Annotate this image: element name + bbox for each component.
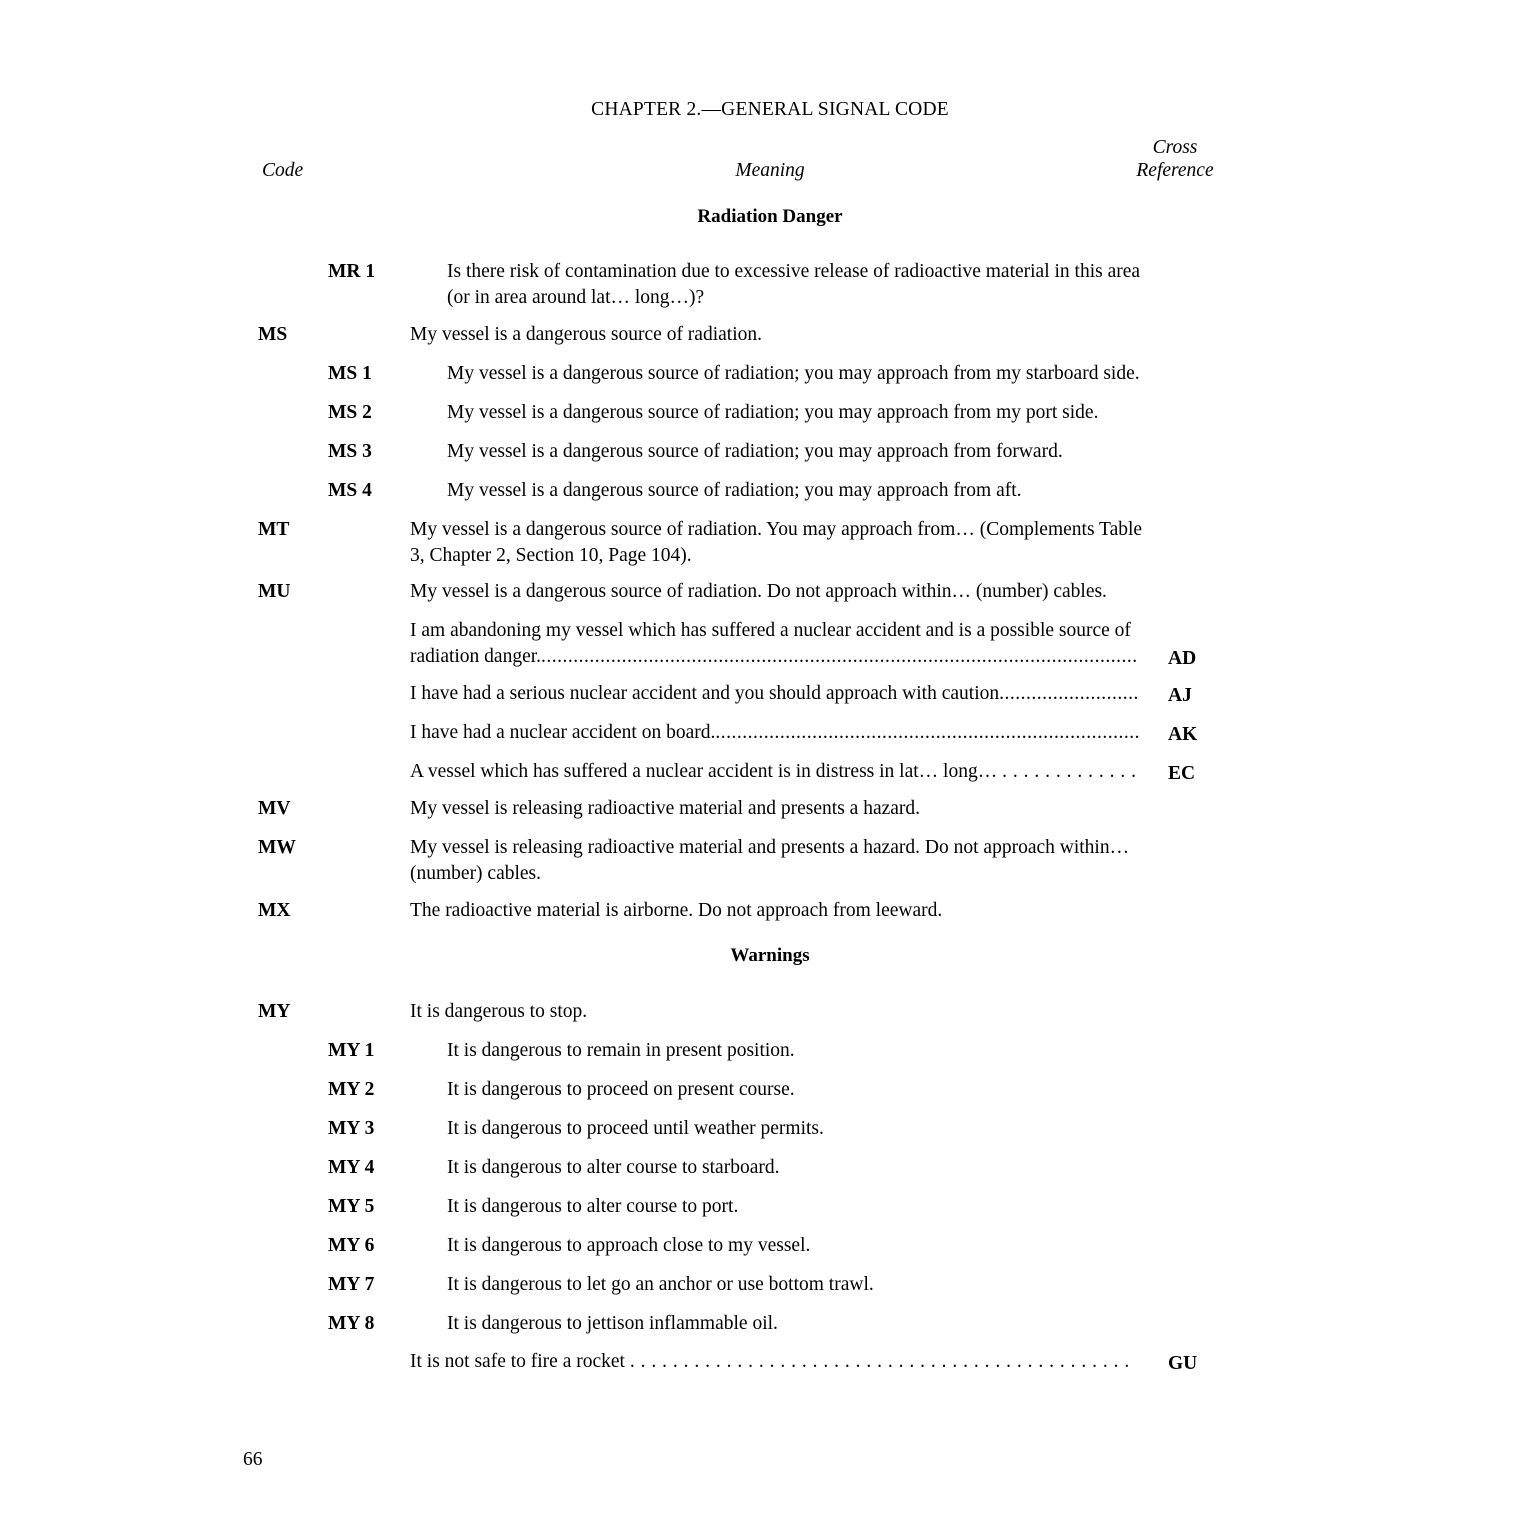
cross-reference-entry (410, 759, 1145, 785)
cross-reference-text: I have had a nuclear accident on board. (410, 722, 716, 743)
section-heading-warnings: Warnings (730, 945, 810, 966)
cross-reference-text: I have had a serious nuclear accident and you should approach with caution (410, 683, 1000, 704)
leader-dots: .......................... (999, 683, 1139, 704)
column-header-code: Code (262, 160, 304, 181)
entry-meaning: It is dangerous to alter course to starboard. (447, 1157, 780, 1178)
page-number: 66 (243, 1449, 263, 1470)
entry-code: MY 4 (328, 1157, 375, 1178)
entry-code: MT (258, 519, 290, 540)
entry-code: MS 1 (328, 363, 372, 384)
column-header-cross-reference (1100, 136, 1250, 182)
cross-reference-code: AJ (1168, 685, 1192, 706)
entry-code: MS 2 (328, 402, 372, 423)
entry-code: MS 4 (328, 480, 372, 501)
entry-meaning: It is dangerous to alter course to port. (447, 1196, 739, 1217)
entry-meaning: My vessel is releasing radioactive material and presents a hazard. Do not approach within… (number) cables. (410, 837, 1130, 884)
entry-meaning: It is dangerous to proceed on present course. (447, 1079, 795, 1100)
column-header-cross-reference-line1: Cross (1152, 137, 1198, 158)
entry-code: MY 5 (328, 1196, 375, 1217)
entry-meaning: My vessel is a dangerous source of radiation; you may approach from my port side. (447, 402, 1099, 423)
entry-meaning: My vessel is a dangerous source of radiation. You may approach from… (Complements Table 3, Chapter 2, Section 10, Page 104). (410, 519, 1143, 566)
entry-meaning: It is dangerous to approach close to my vessel. (447, 1235, 811, 1256)
entry-code: MY 8 (328, 1313, 375, 1334)
entry-meaning: It is dangerous to stop. (410, 1001, 588, 1022)
entry-code: MY 7 (328, 1274, 375, 1295)
entry-meaning: It is dangerous to jettison inflammable oil. (447, 1313, 778, 1334)
entry-code: MW (258, 837, 296, 858)
leader-dots: ............................................................................... (715, 722, 1140, 743)
entry-code: MY (258, 1001, 291, 1022)
cross-reference-entry (410, 720, 1145, 746)
cross-reference-entry (410, 681, 1145, 707)
entry-meaning: My vessel is a dangerous source of radiation. Do not approach within… (number) cables. (410, 581, 1107, 602)
leader-dots: ............................................................................................................... (541, 645, 1138, 667)
cross-reference-text: It is not safe to fire a rocket (410, 1351, 630, 1372)
entry-meaning: My vessel is releasing radioactive material and presents a hazard. (410, 798, 921, 819)
entry-meaning: My vessel is a dangerous source of radiation. (410, 324, 762, 345)
cross-reference-text: I am abandoning my vessel which has suffered a nuclear accident and is a possible source of radiation danger. (410, 620, 1131, 667)
entry-meaning: It is dangerous to let go an anchor or use bottom trawl. (447, 1274, 874, 1295)
entry-meaning: It is dangerous to remain in present position. (447, 1040, 795, 1061)
entry-code: MU (258, 581, 291, 602)
entry-meaning: Is there risk of contamination due to excessive release of radioactive material in this area (or in area around lat… long…)? (447, 261, 1141, 308)
cross-reference-code: GU (1168, 1353, 1198, 1374)
chapter-title: CHAPTER 2.—GENERAL SIGNAL CODE (591, 99, 949, 120)
entry-code: MY 1 (328, 1040, 375, 1061)
entry-code: MR 1 (328, 261, 376, 282)
cross-reference-entry (410, 1349, 1145, 1375)
entry-code: MY 2 (328, 1079, 375, 1100)
column-header-meaning: Meaning (735, 160, 805, 181)
leader-dots: . . . . . . . . . . . . . (1002, 761, 1137, 782)
entry-code: MX (258, 900, 291, 921)
section-heading-radiation-danger: Radiation Danger (697, 206, 843, 227)
entry-code: MV (258, 798, 291, 819)
cross-reference-entry (410, 618, 1145, 669)
entry-code: MS (258, 324, 288, 345)
entry-meaning: My vessel is a dangerous source of radiation; you may approach from forward. (447, 441, 1063, 462)
cross-reference-text: A vessel which has suffered a nuclear accident is in distress in lat… long… (410, 761, 1003, 782)
cross-reference-code: EC (1168, 763, 1196, 784)
entry-code: MY 6 (328, 1235, 375, 1256)
entry-meaning: The radioactive material is airborne. Do not approach from leeward. (410, 900, 943, 921)
leader-dots: . . . . . . . . . . . . . . . . . . . . . . . . . . . . . . . . . . . . . . . . . . . . . . . (629, 1351, 1130, 1372)
entry-meaning: My vessel is a dangerous source of radiation; you may approach from aft. (447, 480, 1022, 501)
column-header-cross-reference-line2: Reference (1136, 160, 1214, 181)
entry-code: MY 3 (328, 1118, 375, 1139)
cross-reference-code: AD (1168, 648, 1197, 669)
entry-code: MS 3 (328, 441, 372, 462)
cross-reference-code: AK (1168, 724, 1198, 745)
entry-meaning: My vessel is a dangerous source of radiation; you may approach from my starboard side. (447, 363, 1140, 384)
entry-meaning: It is dangerous to proceed until weather permits. (447, 1118, 824, 1139)
